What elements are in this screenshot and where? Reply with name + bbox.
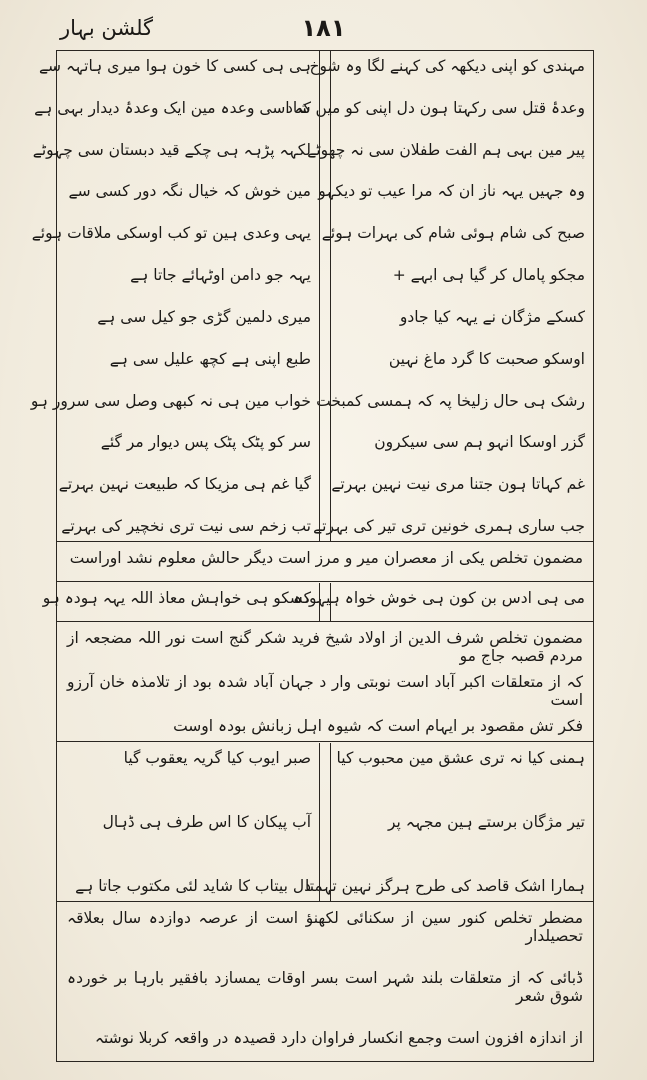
verse-line: مجکو پامال کر گیا ہی ابہے + [392, 266, 585, 285]
verse-section-1 [30, 51, 593, 541]
verse-line: وہ جہیں یہہ ناز ان کہ مرا عیب تو دیکہو [318, 182, 585, 201]
heading-line: فکر تش مقصود بر ایہام است کہ شیوہ اہل زبانش بودہ اوست [173, 717, 583, 735]
verse-line: جب ساری ہمری خونین تری تیر کی بہرتے [313, 516, 585, 535]
verse-line: صبر ایوب کیا گریہ یعقوب گیا [123, 749, 311, 767]
verse-line: خواب مین ہی نہ کبھی وصل سی سرور ہو [30, 391, 311, 410]
page-header [56, 14, 591, 50]
section-rule [57, 621, 593, 622]
column-divider [319, 743, 331, 901]
section-rule [57, 741, 593, 742]
verse-line: گیا غم ہی مزیکا کہ طبیعت نہین بہرتے [58, 475, 311, 494]
text-frame [30, 50, 594, 1062]
verse-line: اوسکو صحبت کا گرد ماغ نہین [388, 349, 585, 368]
verse-line: لکہہ پڑہہ ہی چکے قید دبستان سی چہوٹے [32, 140, 311, 159]
verse-line: رشک ہی حال زلیخا پہ کہ ہمسی کمبخت [316, 391, 585, 410]
heading-line: مضمون تخلص شرف الدین از اولاد شیخ فرید شکر گنج است نور اللہ مضجعہ از مردم قصبہ جاج مو [67, 629, 583, 665]
heading-line: مضمون تخلص یکی از معصران میر و مرز است دیگر حالش معلوم نشد اوراست [69, 549, 583, 567]
left-verse-column [30, 51, 319, 541]
verse-line: کسکے مژگان نے یہہ کیا جادو [399, 307, 585, 326]
verse-line: کسکو ہی خواہش معاذ اللہ یہہ ہودہ ہو [42, 589, 311, 607]
verse-line: سر کو پٹک پٹک پس دیوار مر گئے [100, 433, 311, 452]
verse-line: دل بیتاب کا شاید لئی مکتوب جاتا ہے [75, 877, 311, 895]
poet-heading-1 [57, 543, 593, 581]
verse-line: آب پیکان کا اس طرف ہی ڈہال [102, 813, 311, 831]
verse-line: ہمارا اشک قاصد کی طرح ہرگز نہین تہمتا [304, 877, 585, 895]
verse-line: غم کہاتا ہون جتنا مری نیت نہین بہرتے [331, 475, 585, 494]
verse-line: می ہی ادس بن کون ہی خوش خواہ ہیہودہ [293, 589, 585, 607]
heading-line: مضطر تخلص کنور سین از سکنائی لکھنؤ است از عرصہ دوازدہ سال بعلاقہ تحصیلدار [67, 909, 583, 945]
verse-line: یہہ جو دامن اوٹہائے جاتا ہے [130, 266, 311, 285]
left-verse-column [42, 583, 319, 621]
verse-line: پیر مین بہی ہم الفت طفلان سی نہ چھوٹے [307, 140, 585, 159]
verse-line: گزر اوسکا انہو ہم سی سیکرون [374, 433, 585, 452]
column-divider [319, 583, 331, 621]
section-rule [57, 901, 593, 902]
verse-line: تب زخم سی نیت تری نخچیر کی بہرتے [61, 516, 311, 535]
poet-heading-3 [57, 903, 593, 1053]
section-rule [57, 581, 593, 582]
section-rule [57, 541, 593, 542]
verse-line: طبع اپنی ہے کچھ علیل سی ہے [109, 349, 311, 368]
verse-section-3 [57, 743, 593, 901]
verse-line: مین خوش کہ خیال نگہ دور کسی سے [68, 182, 311, 201]
right-verse-column [293, 583, 593, 621]
verse-line: صبح کی شام ہوئی شام کی بہرات ہوئے [321, 224, 585, 243]
verse-line: ہی ہی کسی کا خون ہوا میری ہاتہہ سے [38, 57, 311, 75]
verse-line: وعدۂ قتل سی رکہتا ہون دل اپنی کو میں شاد [285, 98, 585, 117]
column-divider [319, 51, 331, 541]
page-number: ۱۸۱ [301, 14, 346, 42]
heading-line: از اندازہ افزون است وجمع انکسار فراوان دارد قصیدہ در واقعہ کربلا نوشتہ [94, 1029, 583, 1047]
right-verse-column [304, 743, 593, 901]
poet-heading-2 [57, 623, 593, 741]
verse-line: مہندی کو اپنی دیکھہ کی کہنے لگا وہ شوخ [309, 57, 585, 75]
heading-line: ڈبائی کہ از متعلقات بلند شہر است بسر اوقات یمسازد بافقیر بارہا بر خوردہ شوق شعر [67, 969, 583, 1005]
heading-line: کہ از متعلقات اکبر آباد است نوبتی وار د جہان آباد شدہ بود از تلامذہ خان آرزو است [67, 673, 583, 709]
right-verse-column [285, 51, 593, 541]
verse-line: یہی وعدی ہین تو کب اوسکی ملاقات ہوئے [31, 224, 311, 243]
running-title: گلشن بہار [60, 16, 154, 40]
verse-line: تیر مژگان برستے ہین مجہہ پر [387, 813, 585, 831]
verse-section-2 [42, 583, 593, 621]
verse-line: ہمنی کیا نہ تری عشق مین محبوب کیا [336, 749, 585, 767]
verse-line: کہ اسی وعدہ مین ایک وعدۂ دیدار بہی ہے [34, 98, 311, 117]
left-verse-column [57, 743, 319, 901]
verse-line: میری دلمین گڑی جو کیل سی ہے [97, 307, 311, 326]
